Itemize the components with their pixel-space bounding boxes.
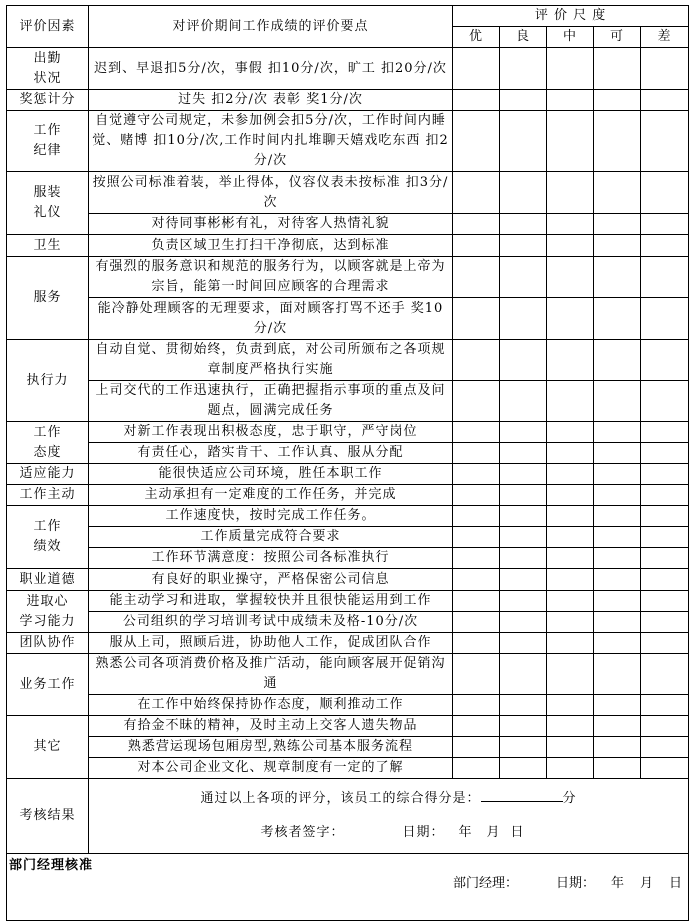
criteria-text: 有拾金不昧的精神，及时主动上交客人遗失物品	[89, 716, 453, 737]
result-year: 年	[458, 825, 473, 840]
rating-cell-good[interactable]	[500, 422, 547, 443]
rating-cell-fair[interactable]	[594, 214, 641, 235]
criteria-row	[7, 654, 689, 695]
rating-cell-excellent[interactable]	[453, 506, 500, 527]
rating-cell-average[interactable]	[547, 422, 594, 443]
rating-cell-fair[interactable]	[594, 591, 641, 612]
rating-cell-excellent[interactable]	[453, 737, 500, 758]
factor-cell: 团队协作	[7, 633, 89, 654]
rating-cell-good[interactable]	[500, 758, 547, 779]
rating-cell-average[interactable]	[547, 443, 594, 464]
factor-cell: 适应能力	[7, 464, 89, 485]
rating-cell-poor[interactable]	[641, 633, 689, 654]
criteria-row	[7, 612, 689, 633]
rating-cell-poor[interactable]	[641, 214, 689, 235]
rating-cell-excellent[interactable]	[453, 612, 500, 633]
rating-cell-average[interactable]	[547, 506, 594, 527]
rating-cell-poor[interactable]	[641, 548, 689, 569]
rating-cell-fair[interactable]	[594, 90, 641, 111]
rating-cell-poor[interactable]	[641, 90, 689, 111]
rating-cell-excellent[interactable]	[453, 548, 500, 569]
rating-cell-average[interactable]	[547, 716, 594, 737]
criteria-row	[7, 527, 689, 548]
rating-cell-excellent[interactable]	[453, 381, 500, 422]
factor-cell: 其它	[7, 716, 89, 779]
rating-cell-good[interactable]	[500, 591, 547, 612]
criteria-text: 过失 扣2分/次 表彰 奖1分/次	[89, 90, 453, 111]
criteria-text: 上司交代的工作迅速执行，正确把握指示事项的重点及问题点，圆满完成任务	[89, 381, 453, 422]
criteria-row	[7, 90, 689, 111]
grade-excellent: 优	[453, 27, 500, 48]
criteria-text: 在工作中始终保持协作态度，顺利推动工作	[89, 695, 453, 716]
rating-cell-average[interactable]	[547, 569, 594, 591]
rating-cell-average[interactable]	[547, 633, 594, 654]
rating-cell-poor[interactable]	[641, 340, 689, 381]
rating-cell-excellent[interactable]	[453, 633, 500, 654]
criteria-row	[7, 235, 689, 257]
rating-cell-average[interactable]	[547, 214, 594, 235]
criteria-row	[7, 422, 689, 443]
rating-cell-fair[interactable]	[594, 257, 641, 298]
rating-cell-excellent[interactable]	[453, 591, 500, 612]
rating-cell-poor[interactable]	[641, 172, 689, 214]
rating-cell-excellent[interactable]	[453, 695, 500, 716]
criteria-row	[7, 548, 689, 569]
rating-cell-excellent[interactable]	[453, 214, 500, 235]
rating-cell-good[interactable]	[500, 90, 547, 111]
rating-cell-poor[interactable]	[641, 737, 689, 758]
header-points: 对评价期间工作成绩的评价要点	[89, 6, 453, 48]
criteria-row	[7, 485, 689, 506]
result-day: 日	[510, 825, 525, 840]
score-unit: 分	[562, 791, 577, 806]
criteria-row	[7, 633, 689, 654]
criteria-row	[7, 443, 689, 464]
rating-cell-fair[interactable]	[594, 506, 641, 527]
criteria-text: 有责任心，踏实肯干、工作认真、服从分配	[89, 443, 453, 464]
manager-year: 年	[611, 876, 625, 891]
manager-label: 部门经理：	[452, 876, 518, 891]
rating-cell-fair[interactable]	[594, 612, 641, 633]
rating-cell-poor[interactable]	[641, 654, 689, 695]
rating-cell-fair[interactable]	[594, 737, 641, 758]
rating-cell-poor[interactable]	[641, 257, 689, 298]
criteria-row	[7, 591, 689, 612]
factor-cell: 进取心 学习能力	[7, 591, 89, 633]
rating-cell-average[interactable]	[547, 381, 594, 422]
rating-cell-fair[interactable]	[594, 381, 641, 422]
evaluation-table	[6, 5, 689, 921]
rating-cell-good[interactable]	[500, 443, 547, 464]
rating-cell-poor[interactable]	[641, 591, 689, 612]
rating-cell-good[interactable]	[500, 235, 547, 257]
criteria-text: 能很快适应公司环境，胜任本职工作	[89, 464, 453, 485]
result-row	[7, 779, 689, 854]
criteria-row	[7, 111, 689, 172]
rating-cell-poor[interactable]	[641, 443, 689, 464]
manager-day: 日	[669, 876, 683, 891]
factor-cell: 出勤 状况	[7, 48, 89, 90]
rating-cell-poor[interactable]	[641, 569, 689, 591]
rating-cell-excellent[interactable]	[453, 485, 500, 506]
rating-cell-good[interactable]	[500, 633, 547, 654]
score-input[interactable]	[481, 789, 563, 802]
criteria-text: 工作质量完成符合要求	[89, 527, 453, 548]
result-content	[89, 779, 689, 854]
factor-cell: 职业道德	[7, 569, 89, 591]
rating-cell-good[interactable]	[500, 485, 547, 506]
criteria-text: 有良好的职业操守，严格保密公司信息	[89, 569, 453, 591]
rating-cell-fair[interactable]	[594, 654, 641, 695]
criteria-text: 自动自觉、贯彻始终，负责到底，对公司所颁布之各项规章制度严格执行实施	[89, 340, 453, 381]
rating-cell-average[interactable]	[547, 758, 594, 779]
rating-cell-fair[interactable]	[594, 235, 641, 257]
rating-cell-poor[interactable]	[641, 422, 689, 443]
rating-cell-fair[interactable]	[594, 548, 641, 569]
rating-cell-average[interactable]	[547, 548, 594, 569]
manager-section	[7, 854, 689, 921]
rating-cell-excellent[interactable]	[453, 111, 500, 172]
factor-cell: 工作 态度	[7, 422, 89, 464]
rating-cell-average[interactable]	[547, 235, 594, 257]
criteria-row	[7, 737, 689, 758]
criteria-row	[7, 381, 689, 422]
rating-cell-poor[interactable]	[641, 506, 689, 527]
signer-label: 考核者签字：	[260, 825, 345, 840]
factor-cell: 服务	[7, 257, 89, 340]
rating-cell-good[interactable]	[500, 695, 547, 716]
criteria-text: 熟悉公司各项消费价格及推广活动，能向顾客展开促销沟通	[89, 654, 453, 695]
rating-cell-fair[interactable]	[594, 48, 641, 90]
rating-cell-poor[interactable]	[641, 48, 689, 90]
criteria-text: 对待同事彬彬有礼，对待客人热情礼貌	[89, 214, 453, 235]
criteria-text: 工作环节满意度：按照公司各标准执行	[89, 548, 453, 569]
rating-cell-excellent[interactable]	[453, 527, 500, 548]
score-text: 通过以上各项的评分，该员工的综合得分是：	[200, 791, 481, 806]
rating-cell-excellent[interactable]	[453, 443, 500, 464]
factor-cell: 执行力	[7, 340, 89, 422]
rating-cell-excellent[interactable]	[453, 90, 500, 111]
rating-cell-average[interactable]	[547, 340, 594, 381]
rating-cell-average[interactable]	[547, 90, 594, 111]
criteria-text: 负责区域卫生打扫干净彻底，达到标准	[89, 235, 453, 257]
rating-cell-excellent[interactable]	[453, 48, 500, 90]
manager-signature-line	[449, 874, 682, 894]
rating-cell-fair[interactable]	[594, 485, 641, 506]
criteria-text: 公司组织的学习培训考试中成绩未及格-10分/次	[89, 612, 453, 633]
criteria-text: 服从上司，照顾后进，协助他人工作，促成团队合作	[89, 633, 453, 654]
rating-cell-excellent[interactable]	[453, 569, 500, 591]
rating-cell-excellent[interactable]	[453, 422, 500, 443]
manager-approval-title: 部门经理核准	[9, 858, 94, 873]
rating-cell-good[interactable]	[500, 737, 547, 758]
rating-cell-average[interactable]	[547, 612, 594, 633]
rating-cell-fair[interactable]	[594, 569, 641, 591]
rating-cell-good[interactable]	[500, 214, 547, 235]
rating-cell-fair[interactable]	[594, 172, 641, 214]
rating-cell-fair[interactable]	[594, 527, 641, 548]
rating-cell-good[interactable]	[500, 257, 547, 298]
criteria-row	[7, 48, 689, 90]
rating-cell-poor[interactable]	[641, 111, 689, 172]
rating-cell-excellent[interactable]	[453, 257, 500, 298]
rating-cell-poor[interactable]	[641, 758, 689, 779]
rating-cell-good[interactable]	[500, 464, 547, 485]
manager-date-label: 日期：	[555, 876, 595, 891]
rating-cell-average[interactable]	[547, 695, 594, 716]
header-scale-title: 评 价 尺 度	[453, 6, 689, 27]
rating-cell-average[interactable]	[547, 298, 594, 340]
grade-fair: 可	[594, 27, 641, 48]
manager-month: 月	[640, 876, 654, 891]
rating-cell-poor[interactable]	[641, 381, 689, 422]
rating-cell-average[interactable]	[547, 737, 594, 758]
rating-cell-average[interactable]	[547, 485, 594, 506]
rating-cell-poor[interactable]	[641, 298, 689, 340]
rating-cell-good[interactable]	[500, 548, 547, 569]
rating-cell-poor[interactable]	[641, 464, 689, 485]
rating-cell-good[interactable]	[500, 612, 547, 633]
rating-cell-excellent[interactable]	[453, 340, 500, 381]
factor-cell: 业务工作	[7, 654, 89, 716]
rating-cell-good[interactable]	[500, 654, 547, 695]
criteria-text: 自觉遵守公司规定，未参加例会扣5分/次，工作时间内睡觉、赌博 扣10分/次,工作时间内扎堆聊天嬉戏吃东西 扣2分/次	[89, 111, 453, 172]
rating-cell-average[interactable]	[547, 172, 594, 214]
rating-cell-excellent[interactable]	[453, 298, 500, 340]
grade-average: 中	[547, 27, 594, 48]
manager-row	[7, 854, 689, 921]
rating-cell-good[interactable]	[500, 716, 547, 737]
factor-cell: 工作 纪律	[7, 111, 89, 172]
rating-cell-fair[interactable]	[594, 298, 641, 340]
rating-cell-poor[interactable]	[641, 485, 689, 506]
rating-cell-average[interactable]	[547, 527, 594, 548]
rating-cell-average[interactable]	[547, 257, 594, 298]
criteria-text: 按照公司标准着装，举止得体，仪容仪表未按标准 扣3分/次	[89, 172, 453, 214]
rating-cell-good[interactable]	[500, 569, 547, 591]
criteria-text: 能主动学习和进取，掌握较快并且很快能运用到工作	[89, 591, 453, 612]
rating-cell-average[interactable]	[547, 48, 594, 90]
rating-cell-good[interactable]	[500, 381, 547, 422]
rating-cell-poor[interactable]	[641, 235, 689, 257]
rating-cell-poor[interactable]	[641, 527, 689, 548]
criteria-text: 能冷静处理顾客的无理要求，面对顾客打骂不还手 奖10分/次	[89, 298, 453, 340]
rating-cell-fair[interactable]	[594, 464, 641, 485]
result-label: 考核结果	[7, 779, 89, 854]
grade-poor: 差	[641, 27, 689, 48]
rating-cell-fair[interactable]	[594, 422, 641, 443]
criteria-row	[7, 214, 689, 235]
rating-cell-average[interactable]	[547, 111, 594, 172]
rating-cell-fair[interactable]	[594, 111, 641, 172]
rating-cell-excellent[interactable]	[453, 235, 500, 257]
criteria-text: 对新工作表现出积极态度，忠于职守，严守岗位	[89, 422, 453, 443]
criteria-row	[7, 506, 689, 527]
rating-cell-fair[interactable]	[594, 716, 641, 737]
criteria-row	[7, 758, 689, 779]
rating-cell-excellent[interactable]	[453, 654, 500, 695]
rating-cell-excellent[interactable]	[453, 172, 500, 214]
rating-cell-poor[interactable]	[641, 695, 689, 716]
criteria-row	[7, 716, 689, 737]
factor-cell: 工作 绩效	[7, 506, 89, 569]
rating-cell-fair[interactable]	[594, 633, 641, 654]
rating-cell-average[interactable]	[547, 464, 594, 485]
rating-cell-excellent[interactable]	[453, 758, 500, 779]
rating-cell-poor[interactable]	[641, 716, 689, 737]
criteria-row	[7, 464, 689, 485]
rating-cell-average[interactable]	[547, 591, 594, 612]
rating-cell-excellent[interactable]	[453, 716, 500, 737]
criteria-text: 主动承担有一定难度的工作任务，并完成	[89, 485, 453, 506]
criteria-text: 熟悉营运现场包厢房型,熟练公司基本服务流程	[89, 737, 453, 758]
result-month: 月	[486, 825, 501, 840]
criteria-text: 迟到、早退扣5分/次，事假 扣10分/次，旷工 扣20分/次	[89, 48, 453, 90]
criteria-row	[7, 695, 689, 716]
rating-cell-good[interactable]	[500, 298, 547, 340]
factor-cell: 卫生	[7, 235, 89, 257]
rating-cell-good[interactable]	[500, 506, 547, 527]
rating-cell-fair[interactable]	[594, 443, 641, 464]
rating-cell-good[interactable]	[500, 111, 547, 172]
factor-cell: 工作主动	[7, 485, 89, 506]
rating-cell-fair[interactable]	[594, 758, 641, 779]
header-factor: 评价因素	[7, 6, 89, 48]
rating-cell-good[interactable]	[500, 172, 547, 214]
rating-cell-excellent[interactable]	[453, 464, 500, 485]
rating-cell-good[interactable]	[500, 527, 547, 548]
result-date-label: 日期：	[402, 825, 445, 840]
criteria-row	[7, 172, 689, 214]
criteria-row	[7, 257, 689, 298]
criteria-text: 工作速度快，按时完成工作任务。	[89, 506, 453, 527]
criteria-text: 对本公司企业文化、规章制度有一定的了解	[89, 758, 453, 779]
factor-cell: 服装 礼仪	[7, 172, 89, 235]
criteria-text: 有强烈的服务意识和规范的服务行为，以顾客就是上帝为宗旨，能第一时间回应顾客的合理需求	[89, 257, 453, 298]
grade-good: 良	[500, 27, 547, 48]
rating-cell-fair[interactable]	[594, 695, 641, 716]
rating-cell-poor[interactable]	[641, 612, 689, 633]
criteria-row	[7, 298, 689, 340]
criteria-row	[7, 340, 689, 381]
rating-cell-average[interactable]	[547, 654, 594, 695]
factor-cell: 奖惩计分	[7, 90, 89, 111]
rating-cell-fair[interactable]	[594, 340, 641, 381]
rating-cell-good[interactable]	[500, 340, 547, 381]
criteria-row	[7, 569, 689, 591]
rating-cell-good[interactable]	[500, 48, 547, 90]
